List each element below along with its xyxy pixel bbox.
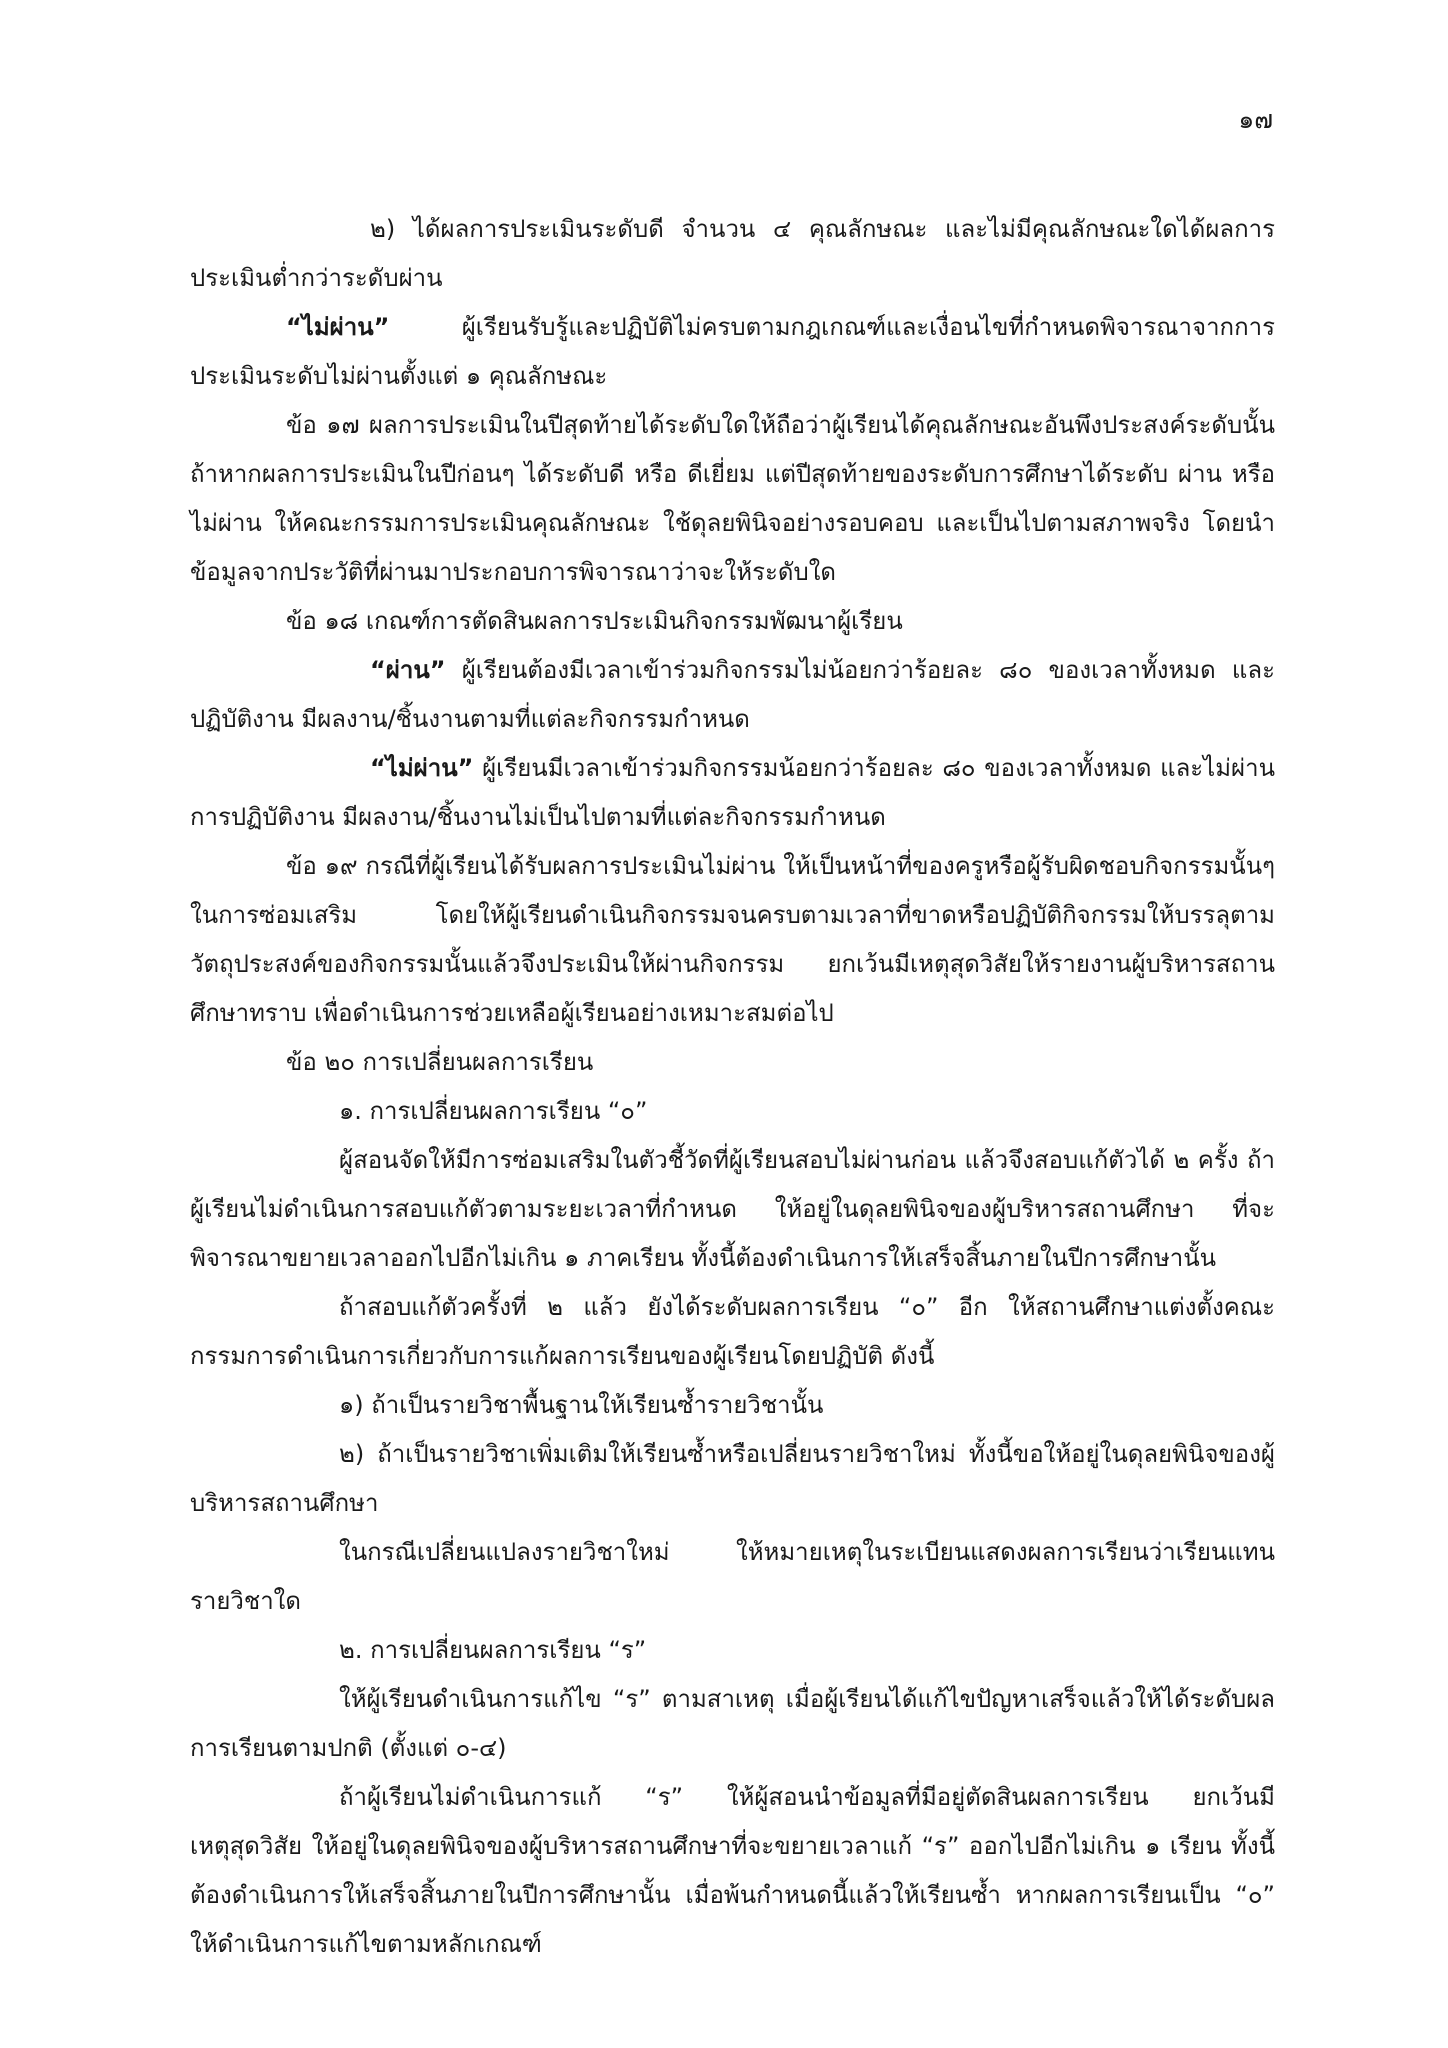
term-fail: “ไม่ผ่าน” [370,754,474,782]
paragraph [190,303,1275,401]
paragraph: ผู้สอนจัดให้มีการซ่อมเสริมในตัวชี้วัดที่ผู้เรียนสอบไม่ผ่านก่อน แล้วจึงสอบแก้ตัวได้ ๒ ครั้ง ถ้าผู้เรียนไม่ดำเนินการสอบแก้ตัวตามระยะเวลาที่กำหนด ให้อยู่ในดุลยพินิจของผู้บริหารสถานศึกษา ที่จะพิจารณาขยายเวลาออกไปอีกไม่เกิน ๑ ภาคเรียน ทั้งนี้ต้องดำเนินการให้เสร็จสิ้นภายในปีการศึกษานั้น [190,1146,1275,1272]
paragraph: ๒) ถ้าเป็นรายวิชาเพิ่มเติมให้เรียนซ้ำหรือเปลี่ยนรายวิชาใหม่ ทั้งนี้ขอให้อยู่ในดุลยพินิจของผู้บริหารสถานศึกษา [190,1440,1275,1517]
term-pass: “ผ่าน” [370,656,446,684]
paragraph: ถ้าสอบแก้ตัวครั้งที่ ๒ แล้ว ยังได้ระดับผลการเรียน “๐” อีก ให้สถานศึกษาแต่งตั้งคณะกรรมการดำเนินการเกี่ยวกับการแก้ผลการเรียนของผู้เรียนโดยปฏิบัติ ดังนี้ [190,1293,1275,1370]
paragraph: ข้อ ๑๙ กรณีที่ผู้เรียนได้รับผลการประเมินไม่ผ่าน ให้เป็นหน้าที่ของครูหรือผู้รับผิดชอบกิจกรรมนั้นๆ ในการซ่อมเสริม โดยให้ผู้เรียนดำเนินกิจกรรมจนครบตามเวลาที่ขาดหรือปฏิบัติกิจกรรมให้บรรลุตามวัตถุประสงค์ของกิจกรรมนั้นแล้วจึงประเมินให้ผ่านกิจกรรม ยกเว้นมีเหตุสุดวิสัยให้รายงานผู้บริหารสถานศึกษาทราบ เพื่อดำเนินการช่วยเหลือผู้เรียนอย่างเหมาะสมต่อไป [190,852,1275,1027]
paragraph: ข้อ ๒๐ การเปลี่ยนผลการเรียน [286,1048,594,1076]
page-number: ๑๗ [1238,105,1273,134]
paragraph-text: ผู้เรียนรับรู้และปฏิบัติไม่ครบตามกฎเกณฑ์และเงื่อนไขที่กำหนดพิจารณาจากการประเมินระดับไม่ผ่านตั้งแต่ ๑ คุณลักษณะ [190,313,1275,390]
paragraph: ๒) ได้ผลการประเมินระดับดี จำนวน ๔ คุณลักษณะ และไม่มีคุณลักษณะใดได้ผลการประเมินต่ำกว่าระดับผ่าน [190,215,1275,292]
paragraph: ๑) ถ้าเป็นรายวิชาพื้นฐานให้เรียนซ้ำรายวิชานั้น [339,1391,824,1419]
paragraph: ข้อ ๑๘ เกณฑ์การตัดสินผลการประเมินกิจกรรมพัฒนาผู้เรียน [286,607,903,635]
paragraph: ในกรณีเปลี่ยนแปลงรายวิชาใหม่ ให้หมายเหตุในระเบียนแสดงผลการเรียนว่าเรียนแทนรายวิชาใด [190,1538,1275,1615]
paragraph-text: ผู้เรียนมีเวลาเข้าร่วมกิจกรรมน้อยกว่าร้อยละ ๘๐ ของเวลาทั้งหมด และไม่ผ่านการปฏิบัติงาน มีผลงาน/ชิ้นงานไม่เป็นไปตามที่แต่ละกิจกรรมกำหนด [190,754,1275,831]
paragraph: ๒. การเปลี่ยนผลการเรียน “ร” [339,1636,647,1664]
paragraph-text: ผู้เรียนต้องมีเวลาเข้าร่วมกิจกรรมไม่น้อยกว่าร้อยละ ๘๐ ของเวลาทั้งหมด และปฏิบัติงาน มีผลงาน/ชิ้นงานตามที่แต่ละกิจกรรมกำหนด [190,656,1275,733]
paragraph: ๑. การเปลี่ยนผลการเรียน “๐” [339,1097,648,1125]
paragraph [190,646,1275,744]
term-fail: “ไม่ผ่าน” [286,313,390,341]
paragraph: ให้ผู้เรียนดำเนินการแก้ไข “ร” ตามสาเหตุ เมื่อผู้เรียนได้แก้ไขปัญหาเสร็จแล้วให้ได้ระดับผลการเรียนตามปกติ (ตั้งแต่ ๐-๔) [190,1685,1275,1762]
paragraph: ถ้าผู้เรียนไม่ดำเนินการแก้ “ร” ให้ผู้สอนนำข้อมูลที่มีอยู่ตัดสินผลการเรียน ยกเว้นมีเหตุสุดวิสัย ให้อยู่ในดุลยพินิจของผู้บริหารสถานศึกษาที่จะขยายเวลาแก้ “ร” ออกไปอีกไม่เกิน ๑ เรียน ทั้งนี้ต้องดำเนินการให้เสร็จสิ้นภายในปีการศึกษานั้น เมื่อพ้นกำหนดนี้แล้วให้เรียนซ้ำ หากผลการเรียนเป็น “๐” ให้ดำเนินการแก้ไขตามหลักเกณฑ์ [190,1783,1275,1958]
document-body [190,205,1275,1969]
paragraph [190,744,1275,842]
paragraph: ข้อ ๑๗ ผลการประเมินในปีสุดท้ายได้ระดับใดให้ถือว่าผู้เรียนได้คุณลักษณะอันพึงประสงค์ระดับนั้น ถ้าหากผลการประเมินในปีก่อนๆ ได้ระดับดี หรือ ดีเยี่ยม แต่ปีสุดท้ายของระดับการศึกษาได้ระดับ ผ่าน หรือไม่ผ่าน ให้คณะกรรมการประเมินคุณลักษณะ ใช้ดุลยพินิจอย่างรอบคอบ และเป็นไปตามสภาพจริง โดยนำข้อมูลจากประวัติที่ผ่านมาประกอบการพิจารณาว่าจะให้ระดับใด [190,411,1275,586]
